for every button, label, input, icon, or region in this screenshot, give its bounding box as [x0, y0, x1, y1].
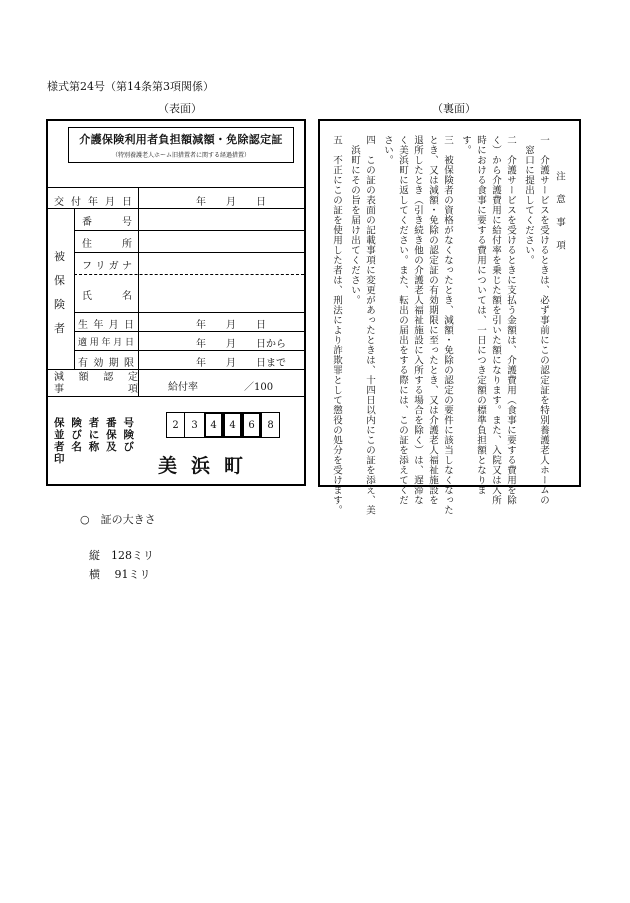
notice-heading: 注 意 事 項: [554, 171, 565, 252]
benefit-rate-value: ／100: [244, 382, 274, 393]
notice-line: とき、又は減額・免除の認定証の有効期限に至ったとき、又は介護老人福祉施設を: [427, 135, 438, 505]
apply-date-value: 年 月 日から: [196, 339, 286, 350]
row-divider: [48, 208, 304, 209]
birth-date-value: 年 月 日: [196, 320, 266, 331]
form-number: 様式第24号（第14条第3項関係）: [47, 80, 214, 93]
insurer-digit: 2: [166, 412, 185, 438]
number-label: 番 号: [82, 217, 132, 228]
insurer-digit: 4: [204, 412, 223, 438]
row-divider: [74, 230, 304, 231]
valid-period-label: 有 効 期 限: [78, 358, 134, 369]
furigana-label: フ リ ガ ナ: [82, 261, 132, 272]
notice-line: さい。: [382, 135, 393, 165]
insured-person-label: 被保険者: [54, 250, 65, 335]
column-divider: [138, 187, 139, 396]
row-divider: [74, 252, 304, 253]
certificate-back: [318, 119, 581, 515]
notice-line: 二 介護サービスを受けるときに支払う金額は、介護費用（食事に要する費用を除: [505, 135, 516, 505]
row-divider: [74, 331, 304, 332]
reduction-items-label: 減 額 認 定 事 項: [54, 372, 138, 395]
issue-date-label: 交 付 年 月 日: [54, 197, 132, 208]
certificate-title: 介護保険利用者負担額減額・免除認定証: [79, 133, 283, 146]
name-label: 氏 名: [82, 291, 132, 302]
row-divider: [74, 350, 304, 351]
insurer-digit: 3: [185, 412, 204, 438]
notice-line: 時における食事に要する費用については、一日につき定額の標準負担額となりま: [475, 135, 486, 495]
certificate-front: [46, 119, 306, 486]
insurer-digit: 4: [223, 412, 242, 438]
notice-line: 浜町にその旨を届け出てください。: [349, 135, 360, 305]
apply-date-label: 適 用 年 月 日: [78, 338, 134, 348]
issue-date-value: 年 月 日: [196, 197, 266, 208]
row-divider: [74, 312, 304, 313]
insurer-digit: 8: [261, 412, 280, 438]
insurer-label: 保 険 者 番 号 並 び に 保 険 者 名 称 及 び 印: [54, 417, 134, 465]
notice-line: く）から介護費用に給付率を乗じた額を引いた額になります。また、入院又は入所: [490, 135, 501, 505]
back-side-label: （裏面）: [432, 102, 476, 115]
notice-line: 三 被保険者の資格がなくなったとき、減額・免除の認定の要件に該当しなくなった: [442, 135, 453, 515]
front-side-label: （表面）: [158, 102, 202, 115]
benefit-rate-label: 給付率: [168, 382, 198, 393]
notice-line: 五 不正にこの証を使用した者は、刑法により詐欺罪として懲役の処分を受けます。: [331, 135, 342, 515]
size-height: 縦 128ミリ: [89, 549, 154, 562]
notice-line: 四 この証の表面の記載事項に変更があったときは、十四日以内にこの証を添え、美: [364, 135, 375, 515]
size-width: 横 91ミリ: [89, 568, 151, 581]
row-divider: [48, 396, 304, 397]
column-divider: [74, 208, 75, 369]
certificate-title-box: [68, 127, 294, 163]
address-label: 住 所: [82, 239, 132, 250]
insurer-name: 美浜町: [158, 455, 258, 477]
notice-line: 一 介護サービスを受けるときは、必ず事前にこの認定証を特別養護老人ホームの: [538, 135, 549, 505]
row-divider-dashed: [74, 274, 304, 275]
notice-line: く美浜町に返してください。また、転出の届出をする際には、この証を添えてくだ: [397, 135, 408, 505]
notice-line: 退所したとき（引き続き他の介護老人福祉施設に入所する場合を除く）は、遅滞な: [412, 135, 423, 505]
notice-line: 窓口に提出してください。: [523, 135, 534, 265]
insurer-digit: 6: [242, 412, 261, 438]
valid-period-value: 年 月 日まで: [196, 358, 286, 369]
row-divider: [48, 369, 304, 370]
certificate-subtitle: （特別養護老人ホーム旧措置者に関する経過措置）: [111, 152, 250, 159]
row-divider: [48, 187, 304, 188]
size-note-heading: ○ 証の大きさ: [80, 513, 156, 526]
notice-line: す。: [460, 135, 471, 155]
birth-date-label: 生 年 月 日: [78, 320, 134, 331]
